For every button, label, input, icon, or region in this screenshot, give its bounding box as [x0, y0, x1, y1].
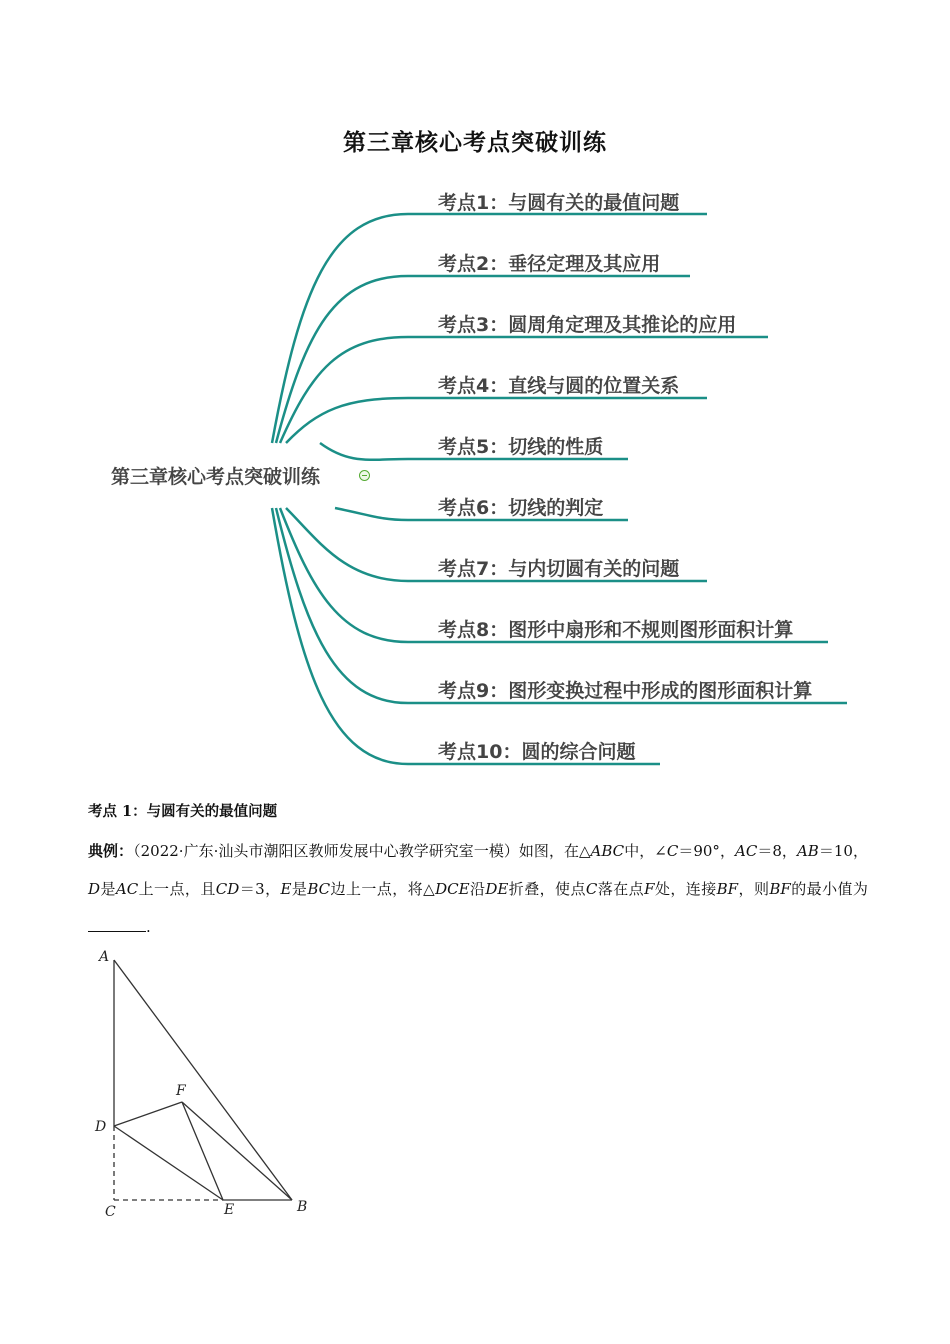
math-var: D [88, 880, 101, 898]
problem-text: ＝90°， [678, 842, 735, 860]
problem-text: 如图，在△ [518, 842, 591, 860]
branch-label-9: 考点9：图形变换过程中形成的图形面积计算 [438, 680, 813, 702]
math-var: AC [115, 880, 139, 898]
point-label-A: A [99, 949, 110, 965]
triangle-diagram [90, 945, 320, 1225]
branch-label-6: 考点6：切线的判定 [438, 497, 604, 519]
geometry-figure [90, 945, 320, 1225]
answer-blank [88, 917, 146, 932]
math-var: BF [716, 880, 739, 898]
point-label-D: D [95, 1119, 107, 1135]
branch-connector-2 [276, 276, 690, 443]
math-var: C [585, 880, 598, 898]
branch-label-8: 考点8：图形中扇形和不规则图形面积计算 [438, 619, 794, 641]
math-var: E [280, 880, 292, 898]
branch-label-1: 考点1：与圆有关的最值问题 [438, 192, 680, 214]
collapse-icon[interactable] [359, 470, 370, 481]
branch-connector-9 [276, 508, 847, 703]
branch-label-4: 考点4：直线与圆的位置关系 [438, 375, 680, 397]
problem-text: 折叠，使点 [508, 880, 586, 898]
problem-text: 是 [100, 880, 116, 898]
problem-text: 中，∠ [624, 842, 667, 860]
problem-text: 落在点 [597, 880, 645, 898]
point-label-C: C [105, 1204, 116, 1220]
section-heading: 考点 1：与圆有关的最值问题 [88, 803, 278, 820]
point-label-F: F [176, 1083, 186, 1099]
branch-label-3: 考点3：圆周角定理及其推论的应用 [438, 314, 737, 336]
page-title: 第三章核心考点突破训练 [343, 130, 607, 156]
math-var: BC [307, 880, 331, 898]
point-label-B: B [297, 1199, 308, 1215]
math-var: F [644, 880, 655, 898]
problem-text: 处，连接 [654, 880, 717, 898]
branch-label-7: 考点7：与内切圆有关的问题 [438, 558, 680, 580]
problem-text: 边上一点，将△ [330, 880, 436, 898]
example-problem [88, 832, 868, 946]
math-var: AC [734, 842, 758, 860]
mind-map-root: 第三章核心考点突破训练 [111, 466, 321, 488]
math-var: ABC [590, 842, 625, 860]
problem-text: 的最小值为 [790, 880, 868, 898]
branch-label-10: 考点10：圆的综合问题 [438, 741, 636, 763]
branch-label-2: 考点2：垂径定理及其应用 [438, 253, 661, 275]
problem-text: 是 [291, 880, 308, 898]
branch-label-5: 考点5：切线的性质 [438, 436, 604, 458]
problem-text: ＝3， [239, 880, 281, 898]
example-label: 典例： [88, 842, 134, 860]
problem-text: ＝8， [757, 842, 797, 860]
segment-FB [182, 1102, 292, 1200]
math-var: C [666, 842, 679, 860]
problem-text: 沿 [469, 880, 486, 898]
math-var: DE [485, 880, 509, 898]
mind-map [0, 170, 950, 780]
segment-AB [114, 960, 292, 1200]
math-var: BF [769, 880, 791, 898]
math-var: DCE [435, 880, 470, 898]
math-var: CD [215, 880, 240, 898]
math-var: AB [796, 842, 819, 860]
segment-DE [114, 1126, 223, 1200]
problem-text: . [146, 918, 151, 936]
problem-text: ，则 [738, 880, 770, 898]
point-label-E: E [224, 1202, 235, 1218]
problem-text: ＝10， [818, 842, 868, 860]
segment-DF [114, 1102, 182, 1126]
example-source: （2022·广东·汕头市潮阳区教师发展中心教学研究室一模） [133, 842, 519, 860]
problem-text: 上一点，且 [138, 880, 216, 898]
